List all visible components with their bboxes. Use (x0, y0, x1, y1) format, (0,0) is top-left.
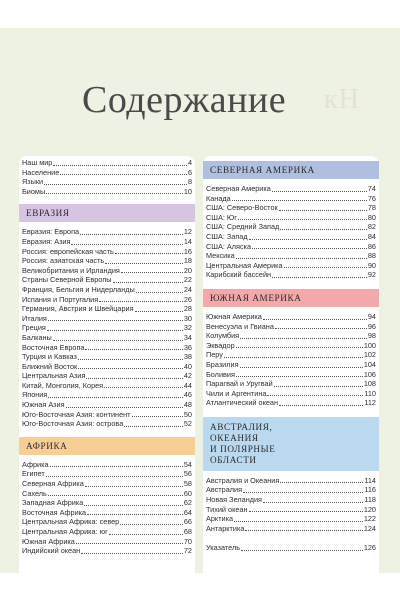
toc-entry (22, 343, 192, 353)
dot-leader (280, 482, 363, 483)
toc-entry (22, 333, 192, 343)
dot-leader (48, 495, 183, 496)
dot-leader (113, 282, 183, 283)
dot-leader (275, 328, 367, 329)
entry-title: Наш мир (22, 158, 53, 167)
entry-title: Юго-Восточная Азия: континент (22, 409, 131, 419)
dot-leader (50, 466, 183, 467)
toc-entry (22, 508, 192, 518)
entry-title: Индийский океан (22, 546, 81, 556)
entry-page-number: 74 (367, 184, 376, 193)
entry-title: Страны Северной Европы (22, 275, 112, 285)
entry-page-number: 112 (364, 398, 376, 408)
entry-page-number: 50 (183, 409, 192, 419)
toc-entry (22, 517, 192, 527)
entry-page-number: 102 (363, 350, 376, 360)
dot-leader (236, 376, 363, 377)
entry-page-number: 104 (363, 359, 376, 369)
toc-entry (22, 400, 192, 410)
toc-entry (206, 341, 376, 351)
section-header-north-america: СЕВЕРНАЯ АМЕРИКА (203, 161, 379, 179)
entry-title: Южная Азия (22, 400, 65, 410)
north-america-list (206, 184, 376, 280)
entry-page-number: 80 (367, 212, 376, 222)
dot-leader (135, 311, 183, 312)
entry-page-number: 110 (364, 388, 376, 398)
dot-leader (76, 543, 183, 544)
entry-page-number: 54 (183, 459, 192, 469)
toc-entry (206, 389, 376, 399)
dot-leader (99, 301, 183, 302)
eurasia-list (22, 227, 192, 428)
dot-leader (120, 524, 183, 525)
dot-leader (234, 521, 363, 522)
toc-entry (22, 304, 192, 314)
dot-leader (243, 492, 363, 493)
entry-page-number: 118 (364, 495, 376, 505)
dot-leader (274, 386, 363, 387)
dot-leader (53, 340, 183, 341)
entry-title: Северная Америка (206, 184, 271, 193)
entry-title: Центральная Африка: север (22, 517, 120, 527)
entry-page-number: 8 (187, 177, 192, 187)
dot-leader (87, 514, 183, 515)
entry-page-number: 100 (363, 340, 376, 350)
entry-page-number: 60 (183, 488, 192, 498)
toc-entry (22, 460, 192, 470)
dot-leader (66, 407, 183, 408)
entry-title: Россия: европейская часть (22, 246, 114, 256)
entry-title: Южная Америка (206, 311, 262, 321)
entry-title: Перу (206, 350, 223, 360)
toc-entry (22, 390, 192, 400)
entry-page-number: 82 (367, 222, 376, 232)
entry-title: Новая Зеландия (206, 495, 263, 505)
toc-entry (206, 203, 376, 213)
entry-page-number: 42 (183, 371, 192, 381)
toc-entry (206, 331, 376, 341)
toc-entry (206, 350, 376, 360)
toc-entry (22, 177, 192, 187)
dot-leader (272, 191, 367, 192)
entry-title: Канада (206, 193, 231, 203)
toc-entry (206, 194, 376, 204)
entry-page-number: 6 (187, 167, 192, 177)
entry-title: Япония (22, 390, 48, 400)
entry-title: Центральная Африка: юг (22, 527, 108, 536)
entry-title: Россия: азиатская часть (22, 256, 105, 266)
toc-entry (22, 227, 192, 237)
entry-title: Западная Африка (22, 498, 84, 508)
dot-leader (44, 184, 187, 185)
entry-page-number: 28 (183, 304, 192, 314)
dot-leader (272, 277, 367, 278)
entry-title: США: Аляска (206, 241, 252, 251)
toc-entry (22, 247, 192, 257)
entry-title: Венесуэла и Гвиана (206, 321, 274, 331)
entry-title: США: Средний Запад (206, 222, 280, 232)
entry-page-number: 40 (183, 361, 192, 371)
entry-page-number: 46 (183, 390, 192, 400)
dot-leader (78, 359, 183, 360)
entry-title: Италия (22, 313, 47, 323)
entry-title: Указатель (206, 543, 241, 553)
dot-leader (60, 174, 187, 175)
dot-leader (240, 367, 363, 368)
dot-leader (232, 200, 367, 201)
dot-leader (86, 378, 183, 379)
entry-title: Великобритания и Ирландия (22, 265, 120, 275)
entry-page-number: 48 (183, 400, 192, 410)
index-entry (206, 543, 376, 553)
entry-title: Балканы (22, 332, 52, 342)
entry-title: Египет (22, 469, 45, 479)
entry-page-number: 22 (183, 275, 192, 285)
dot-leader (279, 210, 367, 211)
entry-page-number: 36 (183, 342, 192, 352)
section-header-africa: АФРИКА (19, 437, 195, 455)
entry-title: Антарктика (206, 523, 245, 533)
dot-leader (121, 272, 183, 273)
dot-leader (84, 505, 183, 506)
dot-leader (284, 267, 367, 268)
entry-title: США: Юг (206, 212, 237, 222)
dot-leader (263, 319, 367, 320)
book-page (0, 28, 400, 573)
page-title: Содержание (82, 79, 287, 121)
toc-entry (22, 187, 192, 197)
dot-leader (48, 397, 183, 398)
dot-leader (245, 530, 362, 531)
dot-leader (224, 357, 363, 358)
entry-page-number: 26 (183, 294, 192, 304)
dot-leader (53, 165, 187, 166)
toc-entry (22, 158, 192, 168)
dot-leader (249, 239, 367, 240)
entry-title: Эквадор (206, 340, 235, 350)
entry-title: Колумбия (206, 331, 240, 341)
entry-page-number: 84 (367, 231, 376, 241)
entry-title: Центральная Азия (22, 371, 86, 381)
entry-page-number: 64 (183, 507, 192, 517)
toc-entry (206, 242, 376, 252)
toc-entry (206, 261, 376, 271)
watermark-text: кН (324, 84, 360, 115)
entry-title: Население (22, 167, 60, 177)
toc-entry (22, 362, 192, 372)
entry-page-number: 34 (183, 332, 192, 342)
toc-entry (22, 419, 192, 429)
toc-entry (206, 312, 376, 322)
toc-entry (22, 410, 192, 420)
header-line: ОКЕАНИЯ (210, 432, 259, 443)
toc-entry (206, 476, 376, 486)
dot-leader (267, 395, 363, 396)
entry-title: Австралия и Океания (206, 475, 280, 485)
entry-page-number: 68 (183, 527, 192, 536)
dot-leader (249, 511, 363, 512)
toc-left-column (19, 156, 195, 573)
entry-title: Греция (22, 323, 46, 333)
dot-leader (85, 486, 183, 487)
toc-entry (22, 479, 192, 489)
dot-leader (46, 193, 183, 194)
entry-page-number: 72 (183, 546, 192, 556)
dot-leader (46, 476, 183, 477)
toc-entry (22, 469, 192, 479)
header-line: И ПОЛЯРНЫЕ (210, 443, 276, 454)
toc-entry (206, 370, 376, 380)
entry-page-number: 20 (183, 265, 192, 275)
dot-leader (47, 330, 183, 331)
toc-entry (22, 527, 192, 537)
toc-entry (22, 314, 192, 324)
entry-page-number: 114 (364, 475, 376, 485)
entry-page-number: 78 (367, 203, 376, 213)
section-header-australia (203, 417, 379, 471)
entry-title: Бразилия (206, 359, 239, 369)
entry-page-number: 94 (367, 311, 376, 321)
entry-title: Африка (22, 459, 49, 469)
dot-leader (105, 263, 183, 264)
toc-entry (206, 379, 376, 389)
dot-leader (104, 387, 183, 388)
entry-page-number: 122 (363, 514, 376, 524)
entry-page-number: 18 (183, 256, 192, 266)
entry-page-number: 52 (183, 419, 192, 429)
entry-title: Китай, Монголия, Корея (22, 380, 104, 390)
entry-title: Восточная Африка (22, 507, 87, 517)
toc-entry (22, 323, 192, 333)
entry-page-number: 90 (367, 260, 376, 270)
entry-page-number: 96 (367, 321, 376, 331)
dot-leader (109, 534, 183, 535)
toc-entry (206, 495, 376, 505)
toc-entry (22, 266, 192, 276)
entry-title: Восточная Европа (22, 342, 85, 352)
dot-leader (236, 347, 363, 348)
toc-entry (206, 222, 376, 232)
entry-page-number: 58 (183, 479, 192, 489)
toc-entry (206, 505, 376, 515)
entry-page-number: 120 (363, 504, 376, 514)
entry-page-number: 44 (183, 380, 192, 390)
entry-page-number: 4 (187, 158, 192, 167)
entry-page-number: 30 (183, 313, 192, 323)
dot-leader (124, 426, 183, 427)
entry-page-number: 108 (363, 379, 376, 389)
entry-title: Центральная Америка (206, 260, 283, 270)
entry-title: Языки (22, 177, 44, 187)
toc-entry (206, 322, 376, 332)
dot-leader (240, 338, 367, 339)
entry-title: Австралия (206, 485, 243, 495)
entry-title: Северная Африка (22, 479, 84, 489)
entry-title: Южная Африка (22, 536, 75, 546)
dot-leader (252, 248, 367, 249)
toc-entry (22, 352, 192, 362)
entry-title: Атлантический океан (206, 398, 279, 408)
entry-page-number: 70 (183, 536, 192, 546)
entry-page-number: 16 (183, 246, 192, 256)
entry-page-number: 116 (364, 485, 376, 495)
toc-entry (206, 485, 376, 495)
toc-entry (22, 295, 192, 305)
toc-entry (206, 360, 376, 370)
toc-entry (206, 514, 376, 524)
toc-entry (206, 524, 376, 534)
entry-page-number: 106 (363, 369, 376, 379)
toc-right-column (203, 156, 379, 573)
entry-title: Юго-Восточная Азия: острова (22, 419, 124, 429)
entry-title: Испания и Португалия (22, 294, 99, 304)
entry-title: Франция, Бельгия и Нидерланды (22, 284, 135, 294)
toc-entry (206, 270, 376, 280)
entry-page-number: 86 (367, 241, 376, 251)
dot-leader (115, 253, 183, 254)
dot-leader (280, 229, 367, 230)
entry-title: Мексика (206, 251, 235, 261)
entry-page-number: 12 (183, 227, 192, 237)
toc-entry (206, 398, 376, 408)
entry-page-number: 66 (183, 517, 192, 527)
entry-page-number: 88 (367, 251, 376, 261)
toc-entry (206, 543, 376, 553)
toc-entry (22, 275, 192, 285)
toc-entry (22, 537, 192, 547)
toc-entry (206, 213, 376, 223)
toc-entry (206, 251, 376, 261)
entry-title: Карибский бассейн (206, 270, 272, 280)
dot-leader (241, 550, 363, 551)
entry-title: Сахель (22, 488, 47, 498)
entry-page-number: 38 (183, 352, 192, 362)
entry-page-number: 56 (183, 469, 192, 479)
toc-entry (22, 168, 192, 178)
entry-page-number: 76 (367, 193, 376, 203)
entry-title: Арктика (206, 514, 234, 524)
entry-page-number: 62 (183, 498, 192, 508)
dot-leader (80, 234, 183, 235)
dot-leader (132, 416, 183, 417)
entry-title: Боливия (206, 369, 235, 379)
toc-entry (22, 489, 192, 499)
dot-leader (136, 292, 183, 293)
entry-page-number: 92 (367, 270, 376, 280)
dot-leader (48, 320, 183, 321)
entry-title: Тихий океан (206, 504, 248, 514)
entry-title: Чили и Аргентина (206, 388, 267, 398)
intro-list (22, 156, 192, 196)
toc-entry (22, 498, 192, 508)
entry-page-number: 14 (183, 236, 192, 246)
toc-entry (206, 232, 376, 242)
toc-entry (22, 546, 192, 556)
entry-page-number: 32 (183, 323, 192, 333)
toc-entry (22, 371, 192, 381)
entry-title: Парагвай и Уругвай (206, 379, 273, 389)
entry-title: Ближний Восток (22, 361, 78, 371)
entry-title: Евразия: Азия (22, 236, 71, 246)
dot-leader (279, 405, 363, 406)
entry-title: Германия, Австрия и Швейцария (22, 304, 134, 314)
section-header-south-america: ЮЖНАЯ АМЕРИКА (203, 289, 379, 307)
section-header-eurasia: ЕВРАЗИЯ (19, 204, 195, 222)
south-america-list (206, 312, 376, 408)
entry-page-number: 10 (183, 186, 192, 196)
australia-list (206, 476, 376, 534)
dot-leader (81, 553, 183, 554)
toc-entry (206, 184, 376, 194)
entry-title: Биомы (22, 186, 46, 196)
entry-title: Турция и Кавказ (22, 352, 77, 362)
toc-entry (22, 381, 192, 391)
header-line: АВСТРАЛИЯ, (210, 421, 273, 432)
africa-list (22, 460, 192, 556)
dot-leader (236, 258, 367, 259)
entry-page-number: 124 (363, 523, 376, 533)
entry-page-number: 98 (367, 331, 376, 341)
dot-leader (71, 244, 182, 245)
dot-leader (85, 349, 182, 350)
dot-leader (238, 219, 367, 220)
header-line: ОБЛАСТИ (210, 454, 257, 465)
entry-title: США: Северо-Восток (206, 203, 278, 213)
toc-entry (22, 285, 192, 295)
dot-leader (78, 368, 183, 369)
entry-title: Евразия: Европа (22, 227, 80, 237)
entry-page-number: 24 (183, 284, 192, 294)
toc-entry (22, 256, 192, 266)
toc-entry (22, 237, 192, 247)
dot-leader (263, 502, 363, 503)
entry-page-number: 126 (363, 543, 376, 553)
entry-title: США: Запад (206, 231, 248, 241)
